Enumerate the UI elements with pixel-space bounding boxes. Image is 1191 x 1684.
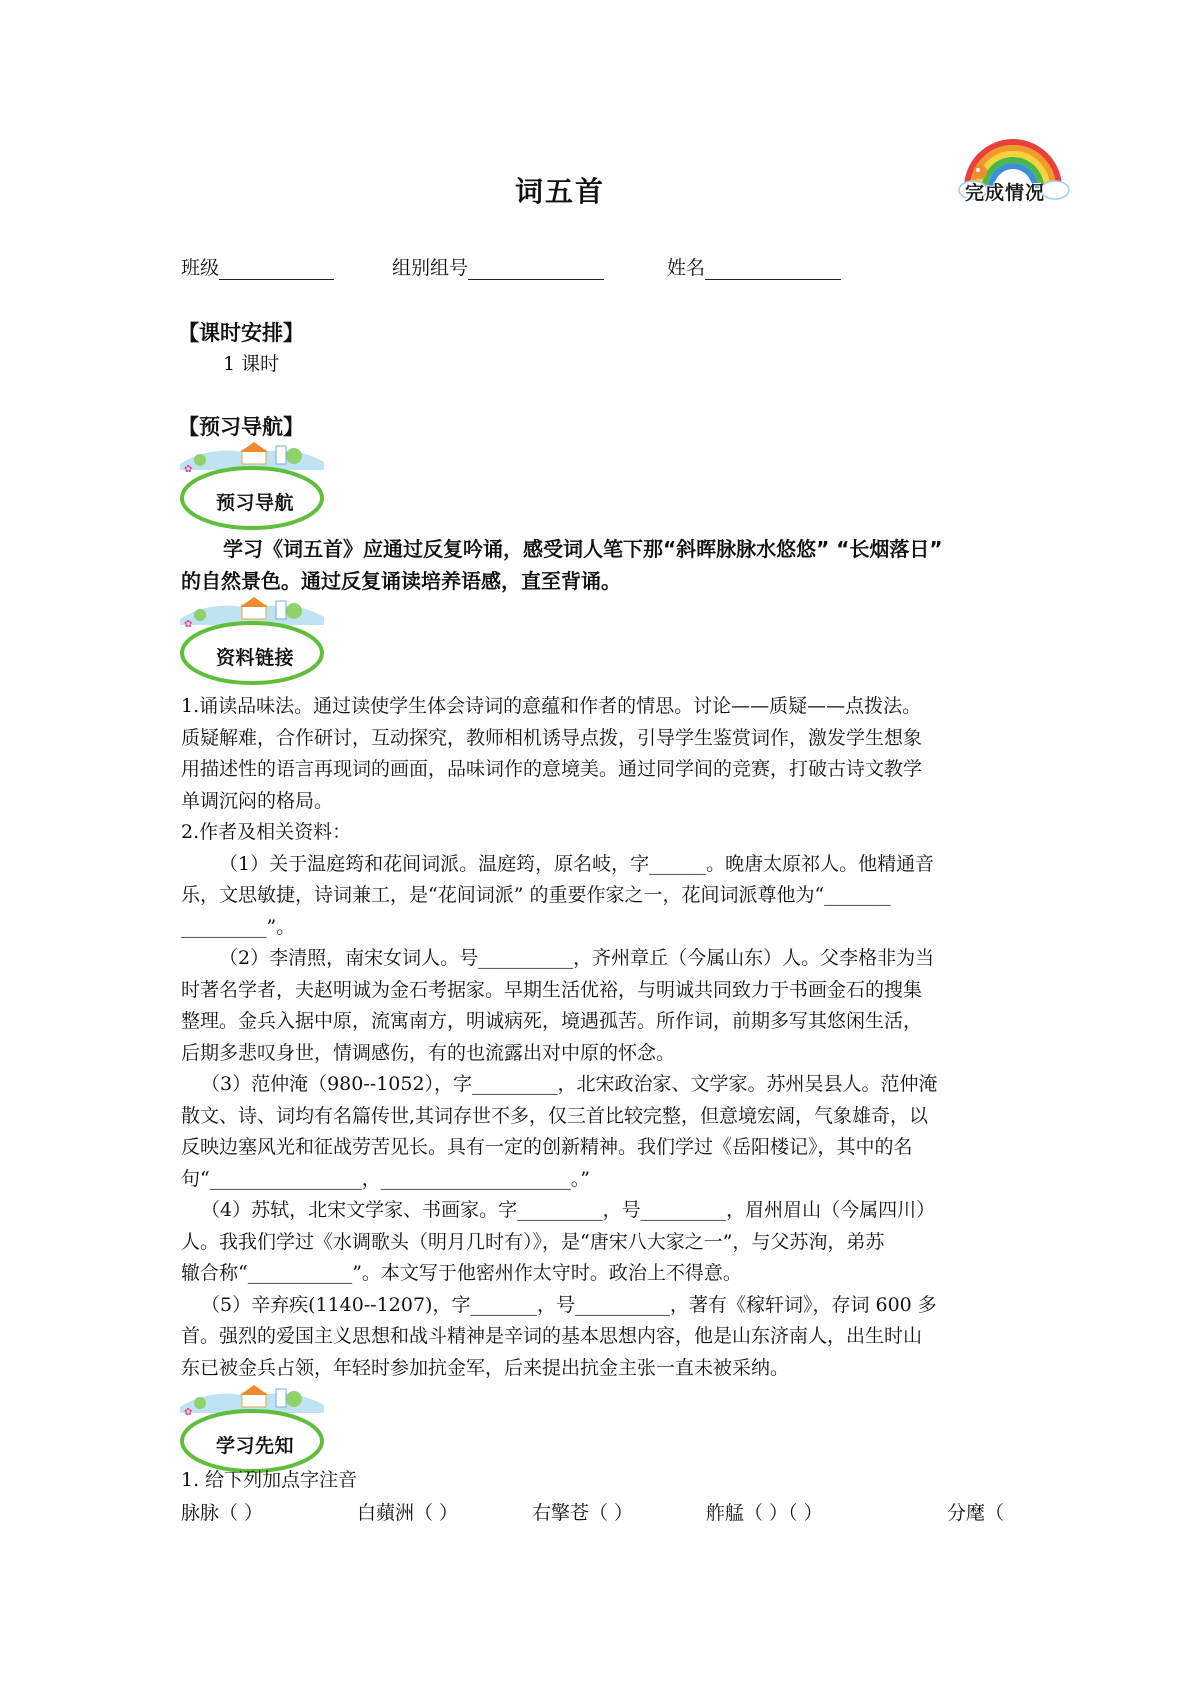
class-label: 班级 <box>181 257 220 279</box>
pinyin-item[interactable]: 分麾（ <box>947 1502 1005 1524</box>
preview-text-line1: 学习《词五首》应通过反复吟诵，感受词人笔下那“斜晖脉脉水悠悠” “长烟落日” <box>223 537 943 561</box>
item1-line: 乐，文思敏捷，诗词兼工，是“花间词派” 的重要作家之一，花间词派尊他为“_______ <box>181 884 891 906</box>
item2-line: （2）李清照，南宋女词人。号__________，齐州章丘（今属山东）人。父李格非为当 <box>219 947 935 969</box>
group-label: 组别组号 <box>392 257 469 279</box>
banner-decoration-icon <box>172 595 332 687</box>
resources-p1-line: 1.诵读品味法。通过读使学生体会诗词的意蕴和作者的情思。讨论——质疑——点拨法。 <box>181 695 922 717</box>
pinyin-item[interactable]: 舴艋（ ）（ ） <box>706 1502 823 1524</box>
svg-text:✿: ✿ <box>184 464 193 475</box>
item5-line: 东已被金兵占领，年轻时参加抗金军，后来提出抗金主张一直未被采纳。 <box>181 1356 790 1379</box>
item2-line: 后期多悲叹身世，情调感伤，有的也流露出对中原的怀念。 <box>181 1041 676 1064</box>
resources-body <box>181 691 1019 1384</box>
group-field[interactable] <box>392 253 604 280</box>
item3-line: （3）范仲淹（980--1052），字_________，北宋政治家、文学家。苏州吴县人。范仲淹 <box>201 1073 938 1095</box>
resources-p1-line: 单调沉闷的格局。 <box>181 789 334 812</box>
item3-line: 反映边塞风光和征战劳苦见长。具有一定的创新精神。我们学过《岳阳楼记》，其中的名 <box>181 1136 913 1158</box>
item5-line: （5）辛弃疾(1140--1207)，字_______，号__________，著有《稼轩词》，存词 600 多 <box>201 1293 937 1316</box>
preview-text-line2: 的自然景色。通过反复诵读培养语感，直至背诵。 <box>181 569 621 593</box>
prior-knowledge-banner <box>172 1383 332 1475</box>
item3-line: 句“________________，____________________。” <box>181 1167 590 1190</box>
class-field[interactable] <box>181 253 334 280</box>
svg-text:✿: ✿ <box>184 619 193 630</box>
pinyin-item[interactable]: 白蘋洲（ ） <box>357 1502 459 1524</box>
pinyin-item[interactable]: 右擎苍（ ） <box>532 1502 634 1524</box>
svg-text:✿: ✿ <box>184 1407 193 1418</box>
item2-line: 整理。金兵入据中原，流寓南方，明诚病死，境遇孤苦。所作词，前期多写其悠闲生活， <box>181 1010 923 1032</box>
item4-line: 辙合称“___________”。本文写于他密州作太守时。政治上不得意。 <box>181 1262 742 1284</box>
name-blank[interactable] <box>705 259 841 280</box>
page-title: 词五首 <box>514 175 605 208</box>
pinyin-item[interactable]: 脉脉（ ） <box>181 1502 264 1524</box>
schedule-content: 1 课时 <box>223 353 280 375</box>
item1-line: _________”。 <box>181 915 296 938</box>
class-blank[interactable] <box>219 259 334 280</box>
item4-line: （4）苏轼，北宋文学家、书画家。字_________，号_________，眉州眉山（今属四川） <box>201 1199 936 1221</box>
prior-knowledge-banner-label: 学习先知 <box>216 1435 295 1457</box>
badge-text: 完成情况 <box>965 182 1046 204</box>
resources-banner-label: 资料链接 <box>216 647 295 669</box>
question-1: 1. 给下列加点字注音 <box>181 1469 358 1491</box>
item4-line: 人。我我们学过《水调歌头（明月几时有）》，是“唐宋八大家之一”，与父苏洵，弟苏 <box>181 1230 885 1253</box>
preview-banner <box>172 440 332 532</box>
item2-line: 时著名学者，夫赵明诚为金石考据家。早期生活优裕，与明诚共同致力于书画金石的搜集 <box>181 978 923 1001</box>
banner-decoration-icon <box>172 1383 332 1475</box>
resources-p1-line: 质疑解难，合作研讨，互动探究，教师相机诱导点拨，引导学生鉴赏词作，激发学生想象 <box>181 726 923 749</box>
item1-line: （1）关于温庭筠和花间词派。温庭筠，原名岐，字______。晚唐太原祁人。他精通音 <box>219 852 935 875</box>
banner-decoration-icon <box>172 440 332 532</box>
resources-banner <box>172 595 332 687</box>
completion-badge <box>955 130 1075 210</box>
schedule-heading: 【课时安排】 <box>178 321 304 345</box>
preview-heading: 【预习导航】 <box>178 415 304 439</box>
name-field[interactable] <box>667 253 841 280</box>
item5-line: 首。强烈的爱国主义思想和战斗精神是辛词的基本思想内容，他是山东济南人，出生时山 <box>181 1325 923 1347</box>
resources-p1-line: 用描述性的语言再现词的画面，品味词作的意境美。通过同学间的竞赛，打破古诗文教学 <box>181 758 923 780</box>
item3-line: 散文、诗、词均有名篇传世,其词存世不多，仅三首比较完整，但意境宏阔，气象雄奇，以 <box>181 1104 929 1127</box>
group-blank[interactable] <box>468 259 604 280</box>
preview-banner-label: 预习导航 <box>216 492 295 514</box>
resources-p2-title: 2.作者及相关资料： <box>181 821 352 843</box>
name-label: 姓名 <box>667 257 706 279</box>
